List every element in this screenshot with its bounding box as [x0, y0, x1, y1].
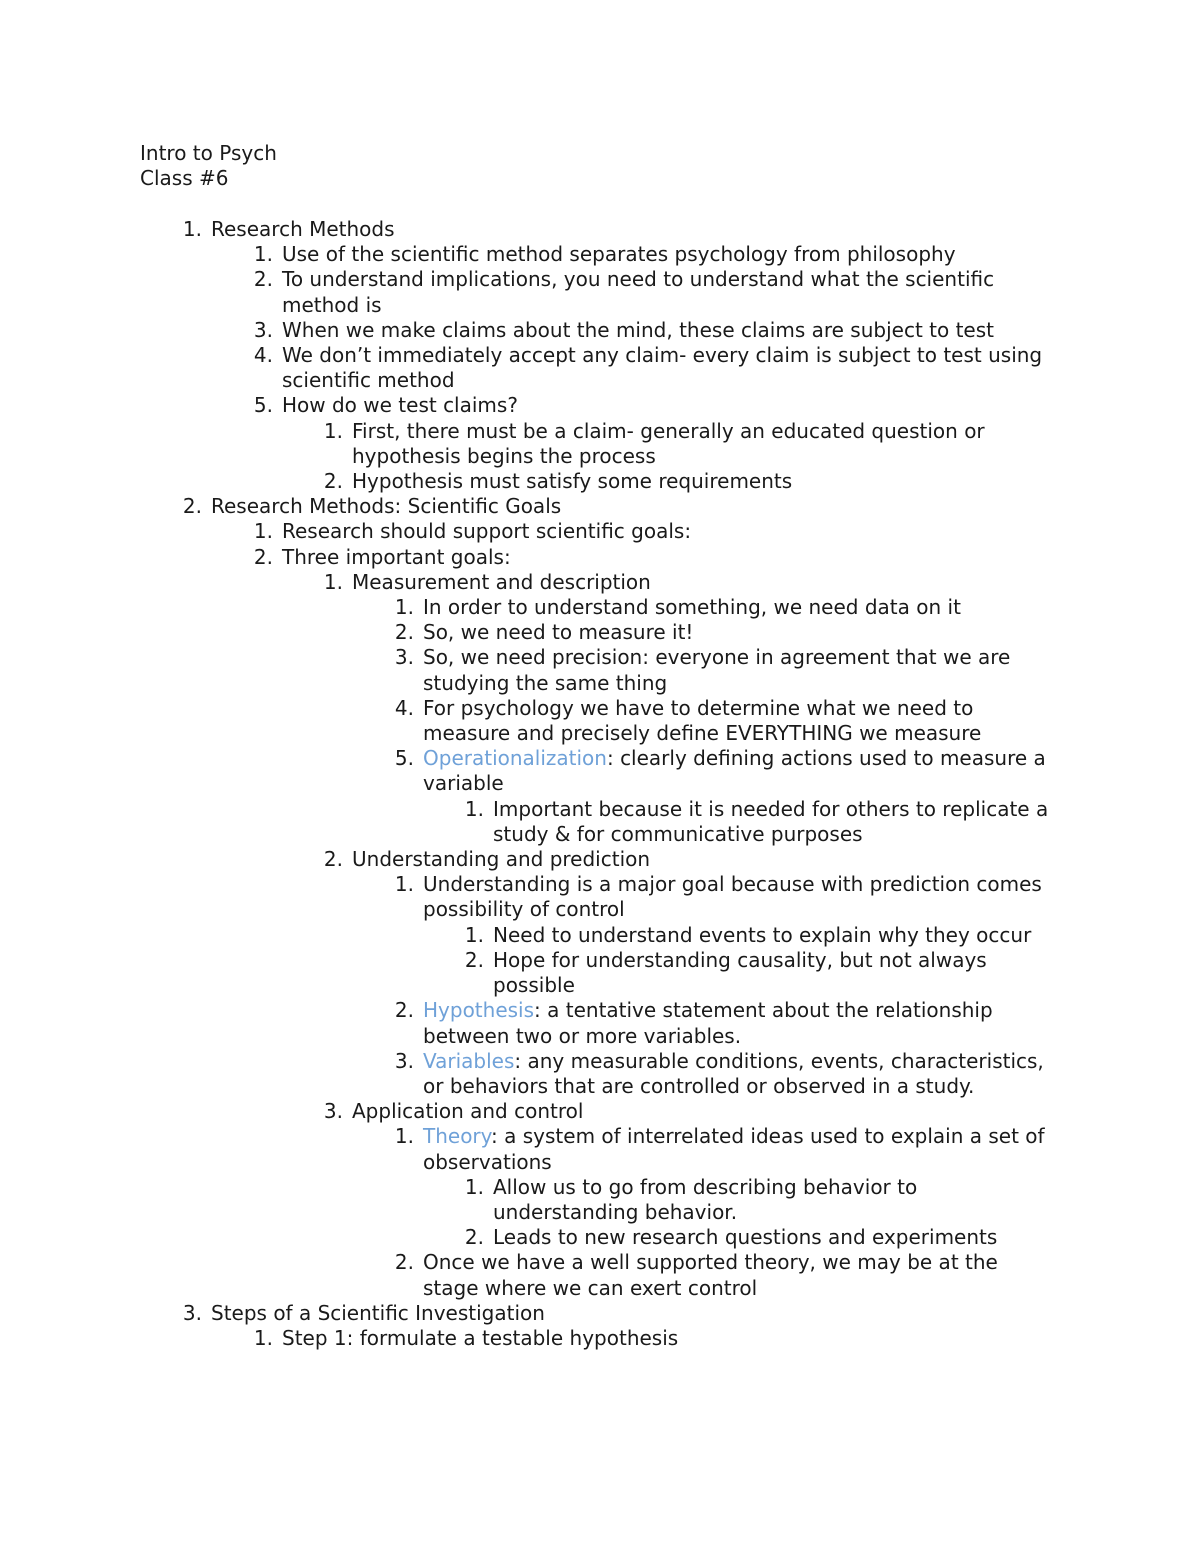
outline-item-body: Understanding is a major goal because with prediction comes possibility of control: [423, 872, 1042, 922]
outline-item-body: Understanding and prediction: [352, 847, 651, 872]
outline-item-number: 4.: [253, 343, 273, 368]
outline-item-number: 2.: [253, 267, 273, 292]
outline-item-body: Important because it is needed for others to replicate a study & for communicative purposes: [493, 796, 1049, 846]
outline-item-text: [493, 1225, 1058, 1250]
outline-item-body: For psychology we have to determine what we need to measure and precisely define EVERYTHING we measure: [423, 695, 982, 746]
outline-item-text: [282, 1326, 1058, 1351]
outline-item-number: 5.: [253, 393, 273, 418]
outline-item-text: [352, 570, 1058, 595]
outline-item: [0, 1175, 1200, 1225]
outline-item: [0, 847, 1200, 872]
outline-item-body: So, we need to measure it!: [423, 620, 694, 645]
outline-item: [0, 1124, 1200, 1174]
outline-item-text: [211, 494, 1058, 519]
outline-item: [0, 545, 1200, 570]
outline-item-number: 3.: [182, 1300, 202, 1325]
outline-item-body: We don’t immediately accept any claim- every claim is subject to test using scientific method: [282, 343, 1043, 393]
document-subtitle: Class #6: [140, 166, 229, 190]
outline-item-number: 2.: [394, 1250, 414, 1275]
outline-item: [0, 519, 1200, 544]
outline-item-number: 2.: [464, 947, 484, 972]
outline-item-number: 1.: [394, 872, 414, 897]
outline-item-text: [282, 318, 1058, 343]
outline-item: [0, 242, 1200, 267]
outline-item: [0, 494, 1200, 519]
outline-item: [0, 645, 1200, 695]
outline-item-number: 3.: [394, 645, 414, 670]
outline-item-text: [493, 1175, 1058, 1225]
outline-item-body: Use of the scientific method separates psychology from philosophy: [282, 242, 956, 267]
outline-item-number: 1.: [253, 242, 273, 267]
document-title: Intro to Psych: [140, 141, 277, 165]
outline-item-number: 1.: [323, 418, 343, 443]
outline-item: [0, 570, 1200, 595]
outline-item: [0, 1225, 1200, 1250]
outline-item: [0, 998, 1200, 1048]
outline-item: [0, 469, 1200, 494]
outline-item: [0, 923, 1200, 948]
outline-item-number: 1.: [323, 569, 343, 594]
outline-item-text: [352, 847, 1058, 872]
outline-item-number: 1.: [394, 1124, 414, 1149]
outline-item-body: How do we test claims?: [282, 393, 518, 418]
outline-item-number: 2.: [394, 998, 414, 1023]
outline-item-text: [423, 1124, 1058, 1174]
key-term: Operationalization: [423, 746, 607, 771]
key-term: Hypothesis: [423, 998, 535, 1023]
outline-item-number: 2.: [182, 494, 202, 519]
outline-item-number: 1.: [464, 1174, 484, 1199]
outline-item-number: 1.: [464, 922, 484, 947]
outline-item-body: Measurement and description: [352, 569, 651, 594]
outline-item-body: Hypothesis must satisfy some requirements: [352, 469, 793, 494]
outline-item-body: : any measurable conditions, events, characteristics, or behaviors that are controlled or observed in a study.: [423, 1048, 1044, 1098]
outline-item-body: Research Methods: Scientific Goals: [211, 494, 562, 519]
outline-item-body: : a system of interrelated ideas used to explain a set of observations: [423, 1124, 1045, 1174]
outline-item-text: [211, 217, 1058, 242]
outline-item-text: [423, 1049, 1058, 1099]
outline-item-body: Research Methods: [211, 217, 395, 241]
outline-item: [0, 872, 1200, 922]
outline-item-number: 3.: [253, 317, 273, 342]
outline-item-number: 3.: [394, 1048, 414, 1073]
outline-item-text: [423, 645, 1058, 695]
outline-item-body: Steps of a Scientific Investigation: [211, 1300, 545, 1325]
outline-item: [0, 1301, 1200, 1326]
outline-item-body: Research should support scientific goals:: [282, 519, 692, 544]
outline-item: [0, 1326, 1200, 1351]
outline-item-text: [352, 1099, 1058, 1124]
outline-item-body: When we make claims about the mind, these claims are subject to test: [282, 317, 994, 342]
outline-item-body: : a tentative statement about the relationship between two or more variables.: [423, 998, 993, 1048]
outline-item-body: So, we need precision: everyone in agreement that we are studying the same thing: [423, 645, 1011, 695]
outline-item-text: [352, 419, 1058, 469]
outline-item: [0, 595, 1200, 620]
outline-item-text: [423, 620, 1058, 645]
outline-item-number: 1.: [253, 1325, 273, 1350]
outline-item-text: [282, 545, 1058, 570]
outline-item-text: [282, 267, 1058, 317]
outline-list: [0, 217, 1200, 1351]
outline-item-text: [282, 242, 1058, 267]
outline-item: [0, 797, 1200, 847]
outline-item-body: Application and control: [352, 1099, 584, 1124]
outline-item-number: 2.: [394, 620, 414, 645]
outline-item-text: [423, 746, 1058, 796]
outline-item: [0, 948, 1200, 998]
outline-item-text: [423, 998, 1058, 1048]
outline-item-number: 5.: [394, 746, 414, 771]
outline-item: [0, 1250, 1200, 1300]
outline-item-text: [423, 872, 1058, 922]
outline-item-number: 1.: [182, 217, 202, 241]
outline-item-text: [493, 797, 1058, 847]
outline-item-number: 3.: [323, 1099, 343, 1124]
outline-item-body: Allow us to go from describing behavior to understanding behavior.: [493, 1174, 918, 1224]
outline-item-body: In order to understand something, we need data on it: [423, 595, 961, 620]
outline-item: [0, 1099, 1200, 1124]
outline-item-text: [423, 595, 1058, 620]
outline-item-number: 1.: [394, 595, 414, 620]
outline-item-text: [282, 519, 1058, 544]
outline-item: [0, 419, 1200, 469]
outline-item: [0, 267, 1200, 317]
outline-item-text: [282, 393, 1058, 418]
outline-item-body: Once we have a well supported theory, we may be at the stage where we can exert control: [423, 1250, 998, 1300]
key-term: Theory: [423, 1124, 492, 1149]
outline-item: [0, 343, 1200, 393]
outline-item-number: 2.: [464, 1225, 484, 1250]
key-term: Variables: [423, 1048, 515, 1073]
outline-item-number: 2.: [253, 544, 273, 569]
outline-item: [0, 393, 1200, 418]
outline-item-body: Need to understand events to explain why they occur: [493, 922, 1032, 947]
outline-item: [0, 620, 1200, 645]
outline-item-number: 2.: [323, 469, 343, 494]
outline-item-text: [423, 1250, 1058, 1300]
outline-item-body: : clearly defining actions used to measure a variable: [423, 746, 1046, 796]
outline-item: [0, 746, 1200, 796]
outline-item-text: [423, 696, 1058, 746]
outline-item-text: [211, 1301, 1058, 1326]
outline-item-text: [352, 469, 1058, 494]
outline-item: [0, 1049, 1200, 1099]
outline-item-body: Leads to new research questions and experiments: [493, 1225, 998, 1250]
outline-item: [0, 318, 1200, 343]
outline-item-text: [282, 343, 1058, 393]
outline-item-number: 2.: [323, 847, 343, 872]
outline-item-body: Step 1: formulate a testable hypothesis: [282, 1325, 679, 1350]
outline-item-body: Hope for understanding causality, but not always possible: [493, 947, 987, 998]
outline-item: [0, 696, 1200, 746]
outline-item-text: [493, 923, 1058, 948]
outline-item-body: First, there must be a claim- generally an educated question or hypothesis begins the process: [352, 418, 985, 468]
outline-item: [0, 217, 1200, 242]
outline-item-number: 1.: [253, 519, 273, 544]
outline-item-body: Three important goals:: [282, 544, 511, 569]
outline-item-body: To understand implications, you need to understand what the scientific method is: [282, 267, 995, 317]
outline-item-number: 1.: [464, 796, 484, 821]
outline-item-text: [493, 948, 1058, 998]
outline-item-number: 4.: [394, 695, 414, 720]
